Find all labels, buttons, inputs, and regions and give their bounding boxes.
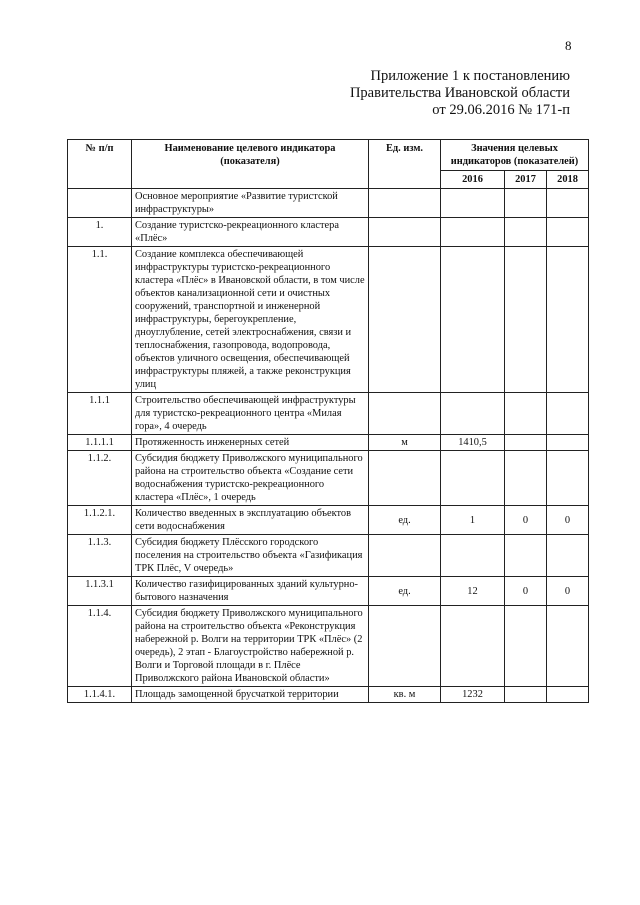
cell-2018	[547, 451, 589, 506]
table-row	[68, 451, 589, 506]
cell-unit	[369, 218, 441, 247]
table-row	[68, 577, 589, 606]
cell-unit: ед.	[369, 506, 441, 535]
col-header-unit: Ед. изм.	[369, 140, 441, 189]
cell-name: Количество газифицированных зданий культурно-бытового назначения	[132, 577, 369, 606]
cell-2017: 0	[505, 577, 547, 606]
table-row	[68, 218, 589, 247]
cell-unit: кв. м	[369, 687, 441, 703]
cell-num: 1.1.1.1	[68, 435, 132, 451]
cell-unit: ед.	[369, 577, 441, 606]
cell-2018	[547, 606, 589, 687]
cell-2018	[547, 247, 589, 393]
cell-num: 1.1.2.1.	[68, 506, 132, 535]
table-row	[68, 535, 589, 577]
table-row	[68, 393, 589, 435]
cell-num: 1.1.	[68, 247, 132, 393]
cell-2017: 0	[505, 506, 547, 535]
cell-2018	[547, 435, 589, 451]
table-row	[68, 435, 589, 451]
cell-unit	[369, 189, 441, 218]
cell-unit	[369, 535, 441, 577]
cell-2017	[505, 218, 547, 247]
cell-2017	[505, 687, 547, 703]
table-row	[68, 189, 589, 218]
cell-num	[68, 189, 132, 218]
col-header-name: Наименование целевого индикатора (показателя)	[132, 140, 369, 189]
cell-name: Создание туристско-рекреационного кластера «Плёс»	[132, 218, 369, 247]
cell-name: Субсидия бюджету Плёсского городского поселения на строительство объекта «Газификация ТРК Плёс, V очередь»	[132, 535, 369, 577]
table-row	[68, 687, 589, 703]
cell-2018	[547, 218, 589, 247]
cell-2018: 0	[547, 577, 589, 606]
page-number: 8	[565, 38, 572, 53]
cell-2016	[441, 218, 505, 247]
cell-name: Субсидия бюджету Приволжского муниципального района на строительство объекта «Создание сети водоснабжения туристско-рекреационного кластера «Плёс», 1 очередь	[132, 451, 369, 506]
cell-2017	[505, 189, 547, 218]
header-row	[68, 140, 589, 171]
cell-2018	[547, 687, 589, 703]
indicators-table	[67, 139, 589, 703]
cell-num: 1.1.1	[68, 393, 132, 435]
cell-2016: 12	[441, 577, 505, 606]
cell-unit	[369, 247, 441, 393]
cell-name: Субсидия бюджету Приволжского муниципального района на строительство объекта «Реконструкция набережной р. Волги на территории ТРК «Плёс» (2 очередь), 2 этап - Благоустройство набережной р. Волги и Торговой площади в г. Плёсе Приволжского района Ивановской области»	[132, 606, 369, 687]
cell-unit: м	[369, 435, 441, 451]
cell-2017	[505, 451, 547, 506]
table-row	[68, 247, 589, 393]
col-header-num: № п/п	[68, 140, 132, 189]
cell-name: Количество введенных в эксплуатацию объектов сети водоснабжения	[132, 506, 369, 535]
cell-2017	[505, 535, 547, 577]
col-header-year: 2017	[505, 171, 547, 189]
cell-2016	[441, 451, 505, 506]
cell-2016	[441, 393, 505, 435]
cell-2016	[441, 247, 505, 393]
cell-2018: 0	[547, 506, 589, 535]
cell-2017	[505, 247, 547, 393]
col-header-year: 2018	[547, 171, 589, 189]
appendix-line-1: Приложение 1 к постановлению	[370, 68, 570, 84]
cell-2016: 1232	[441, 687, 505, 703]
cell-num: 1.	[68, 218, 132, 247]
appendix-header	[350, 68, 570, 119]
col-header-year: 2016	[441, 171, 505, 189]
col-header-values: Значения целевых индикаторов (показателей)	[441, 140, 589, 171]
cell-2017	[505, 606, 547, 687]
cell-2016	[441, 606, 505, 687]
cell-2016: 1410,5	[441, 435, 505, 451]
cell-2016	[441, 535, 505, 577]
appendix-line-2: Правительства Ивановской области	[349, 85, 570, 101]
cell-unit	[369, 606, 441, 687]
cell-name: Строительство обеспечивающей инфраструктуры для туристско-рекреационного центра «Милая гора», 4 очередь	[132, 393, 369, 435]
cell-name: Площадь замощенной брусчаткой территории	[132, 687, 369, 703]
cell-num: 1.1.3.	[68, 535, 132, 577]
cell-name: Основное мероприятие «Развитие туристской инфраструктуры»	[132, 189, 369, 218]
cell-num: 1.1.4.	[68, 606, 132, 687]
cell-num: 1.1.3.1	[68, 577, 132, 606]
cell-2018	[547, 535, 589, 577]
table-row	[68, 506, 589, 535]
table-row	[68, 606, 589, 687]
cell-2017	[505, 393, 547, 435]
cell-2018	[547, 189, 589, 218]
cell-2016: 1	[441, 506, 505, 535]
cell-num: 1.1.4.1.	[68, 687, 132, 703]
cell-name: Создание комплекса обеспечивающей инфраструктуры туристско-рекреационного кластера «Плёс» в Ивановской области, в том числе объектов канализационной сети и очистных сооружений, транспортной и инженерной инфраструктуры, берегоукрепление, дноуглубление, сетей электроснабжения, связи и теплоснабжения, газопровода, водопровода, объектов уличного освещения, обеспечивающей инфраструктуры пляжей, а также реконструкция улиц	[132, 247, 369, 393]
cell-name: Протяженность инженерных сетей	[132, 435, 369, 451]
cell-unit	[369, 393, 441, 435]
appendix-line-3: от 29.06.2016 № 171-п	[432, 102, 570, 118]
cell-unit	[369, 451, 441, 506]
cell-num: 1.1.2.	[68, 451, 132, 506]
cell-2016	[441, 189, 505, 218]
cell-2017	[505, 435, 547, 451]
cell-2018	[547, 393, 589, 435]
